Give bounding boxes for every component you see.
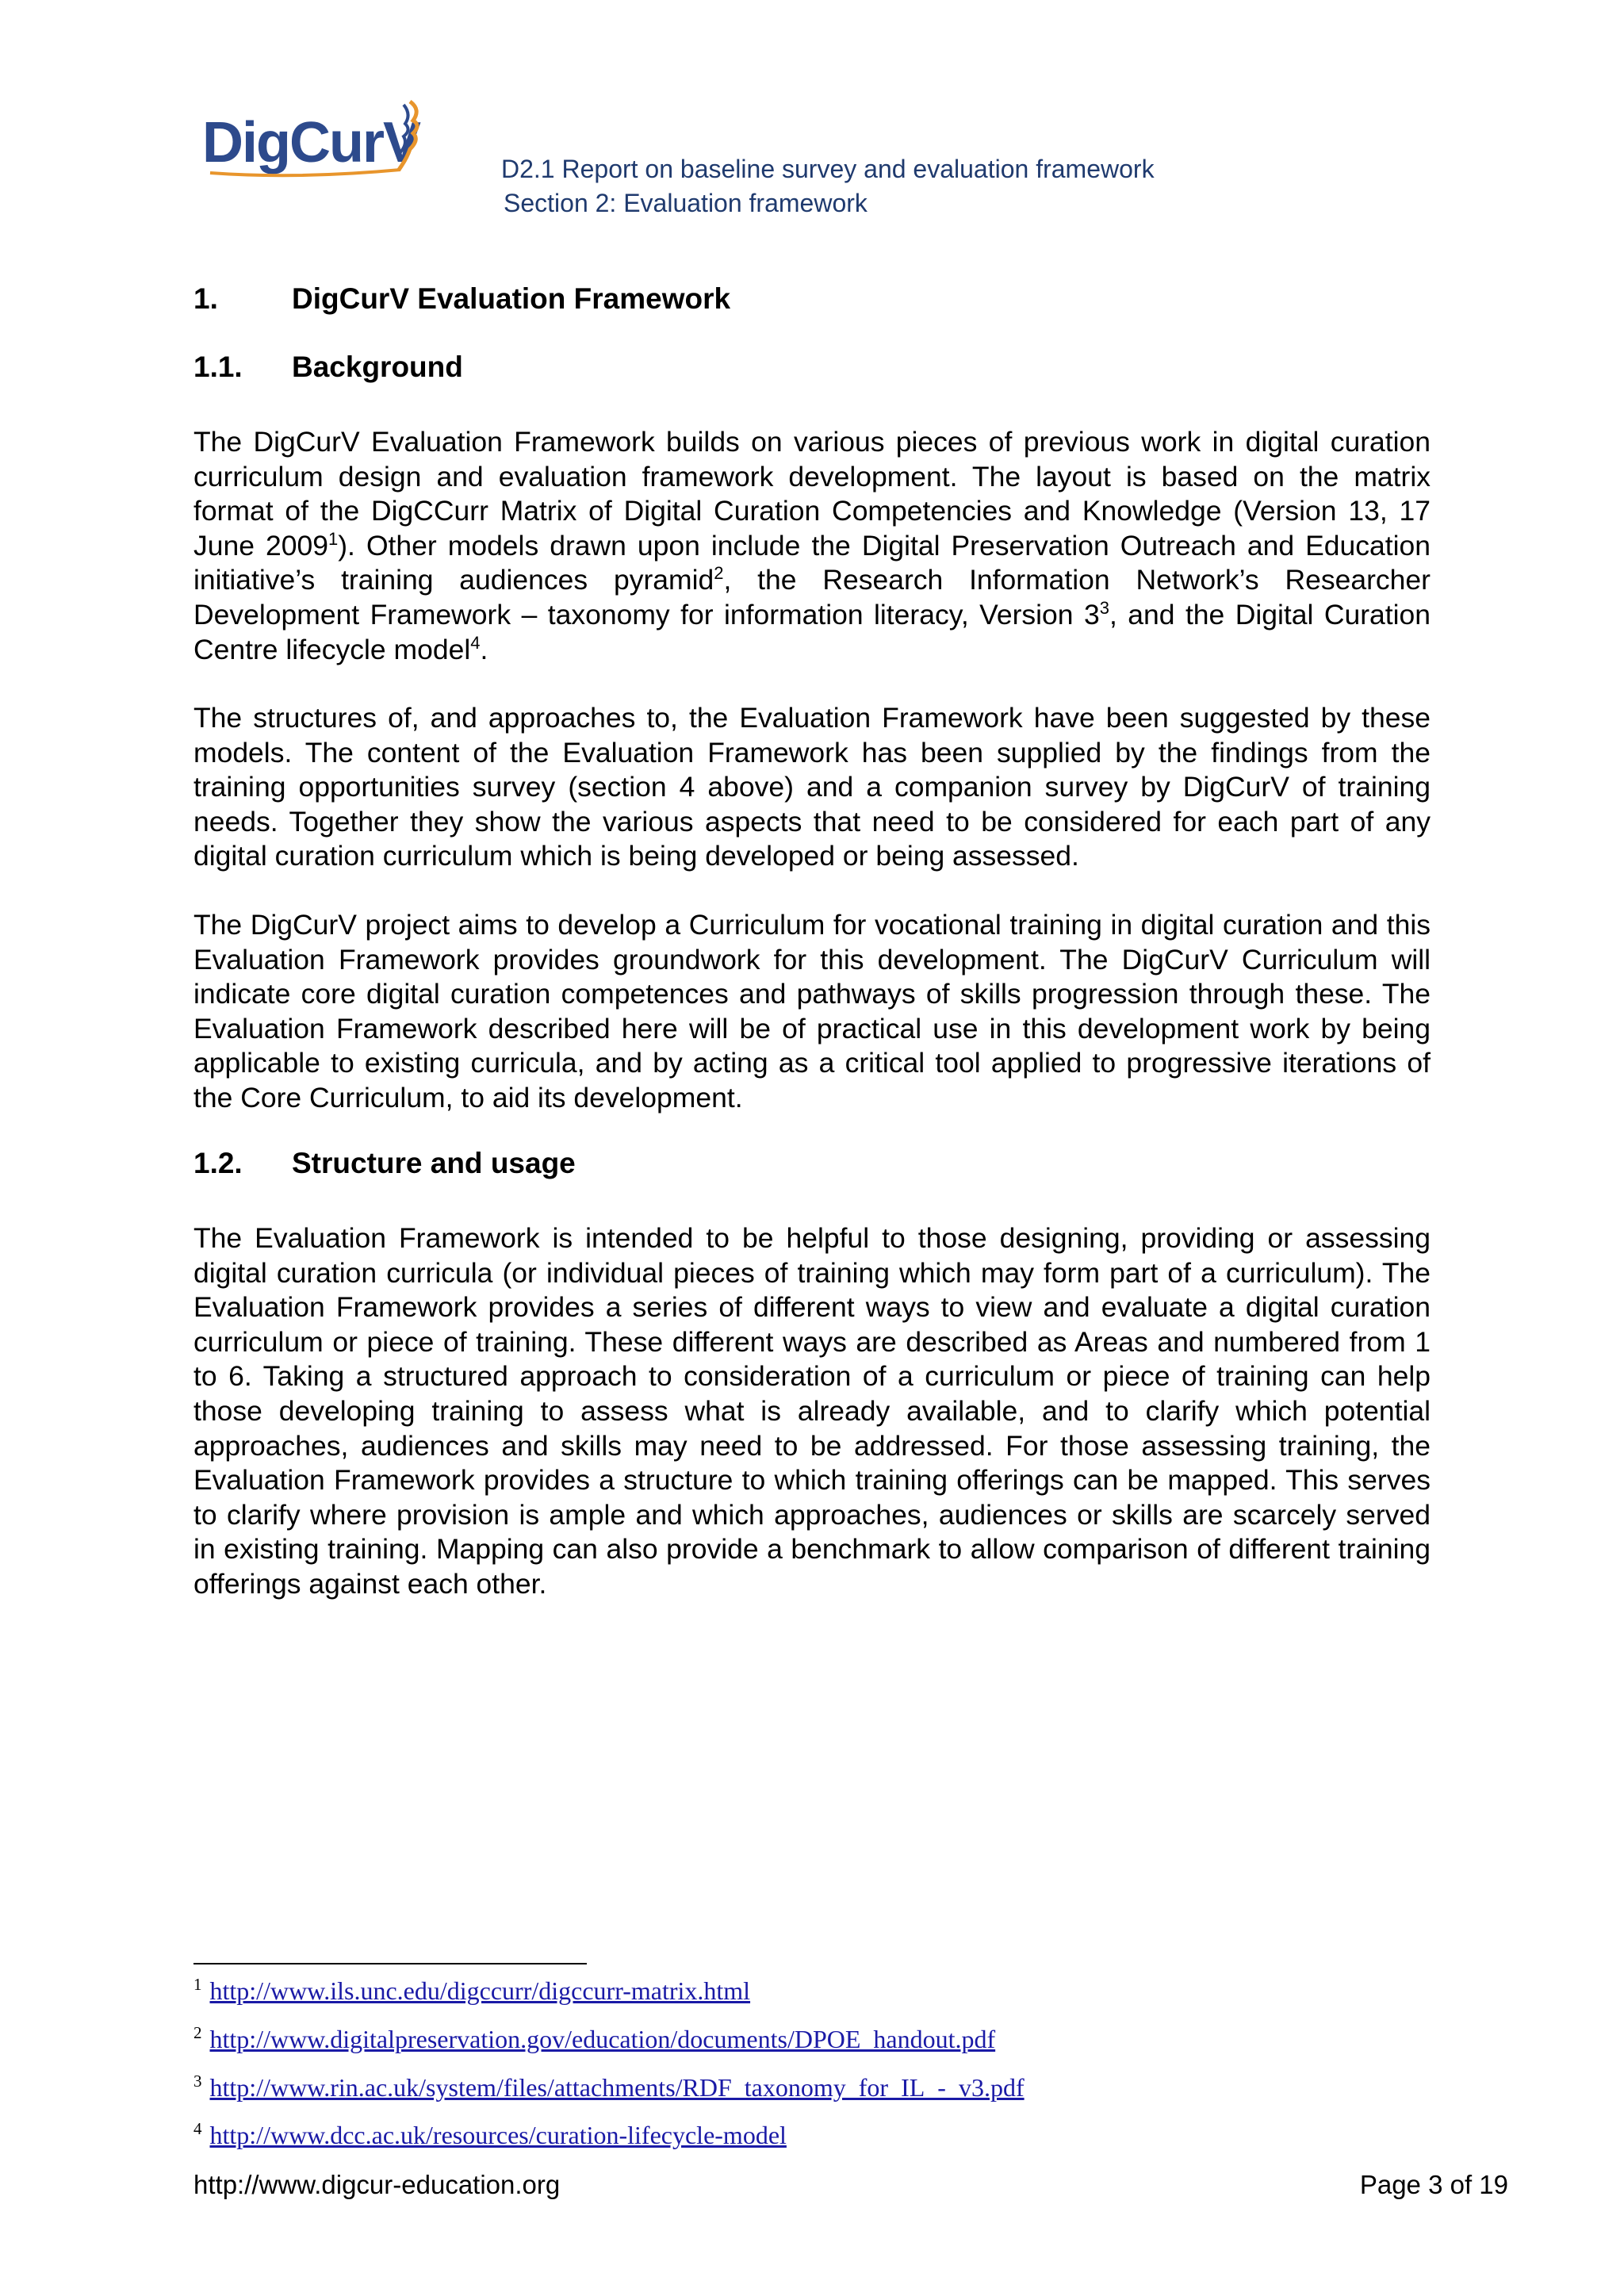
heading-number: 1.1. (193, 351, 243, 383)
footnote-mark: 2 (193, 2023, 202, 2043)
background-paragraph-1: The DigCurV Evaluation Framework builds on various pieces of previous work in digital curation curriculum design and evaluation framework development. The layout is based on the matrix format of the DigCCurr Matrix of Digital Curation Competencies and Knowledge (Version 13, 17 June 2009$^1$). Other models drawn upon include the Digital Preservation Outreach and Education initiative’s training audiences pyramid$^2$, the Research Information Network’s Researcher Development Framework – taxonomy for information literacy, Version $3^3$, and the Digital Curation Centre lifecycle model$^4$. (193, 426, 1431, 665)
footnote-link[interactable]: http://www.rin.ac.uk/system/files/attachments/RDF_taxonomy_for_IL_-_v3.pdf (209, 2073, 1025, 2102)
logo-wordmark: DigCurV (202, 111, 419, 174)
footnote-1 (193, 1976, 750, 2006)
structure-paragraph-1: The Evaluation Framework is intended to be helpful to those designing, providing or assessing digital curation curricula (or individual pieces of training which may form part of a curriculum). The Evaluation Framework provides a series of different ways to view and evaluate a digital curation curriculum or piece of training. These different ways are described as Areas and numbered from 1 to 6. Taking a structured approach to consideration of a curriculum or piece of training can help those developing training to assess what is already available, and to clarify which potential approaches, audiences and skills may need to be addressed. For those assessing training, the Evaluation Framework provides a structure to which training offerings can be mapped. This serves to clarify where provision is ample and which approaches, audiences or skills are scarcely served in existing training. Mapping can also provide a benchmark to allow comparison of different training offerings against each other. (193, 1222, 1431, 1600)
footnote-4 (193, 2121, 787, 2150)
footnote-link[interactable]: http://www.dcc.ac.uk/resources/curation-lifecycle-model (209, 2121, 787, 2149)
heading-number: 1. (193, 282, 218, 315)
heading-1-1 (193, 351, 463, 384)
footnote-2 (193, 2025, 995, 2054)
footnote-3 (193, 2073, 1025, 2102)
footnote-ref-3[interactable]: 3 (1099, 598, 1109, 619)
heading-1-2 (193, 1147, 576, 1180)
footnote-separator (193, 1963, 587, 1964)
heading-1 (193, 282, 730, 316)
heading-title: Background (292, 351, 463, 383)
heading-title: DigCurV Evaluation Framework (292, 282, 731, 315)
footer-url: http://www.digcur-education.org (193, 2170, 561, 2199)
footnote-ref-2[interactable]: 2 (714, 563, 724, 584)
running-header (501, 152, 1155, 220)
document-title: D2.1 Report on baseline survey and evaluation framework (501, 155, 1155, 183)
heading-title: Structure and usage (292, 1147, 576, 1179)
digcurv-logo (202, 97, 424, 180)
footnote-ref-4[interactable]: 4 (470, 632, 481, 653)
footnote-mark: 4 (193, 2119, 202, 2139)
background-paragraph-2: The structures of, and approaches to, the Evaluation Framework have been suggested by these models. The content of the Evaluation Framework has been supplied by the findings from the training opportunities survey (section 4 above) and a companion survey by DigCurV of training needs. Together they show the various aspects that need to be considered for each part of any digital curation curriculum which is being developed or being assessed. (193, 702, 1431, 872)
footnote-link[interactable]: http://www.digitalpreservation.gov/education/documents/DPOE_handout.pdf (209, 2025, 996, 2053)
section-title: Section 2: Evaluation framework (504, 189, 868, 217)
footnote-ref-1[interactable]: 1 (327, 528, 339, 549)
heading-number: 1.2. (193, 1147, 243, 1179)
footnote-mark: 1 (193, 1975, 202, 1995)
page-number: Page 3 of 19 (1359, 2170, 1508, 2199)
background-paragraph-3: The DigCurV project aims to develop a Curriculum for vocational training in digital curation and this Evaluation Framework provides groundwork for this development. The DigCurV Curriculum will indicate core digital curation competences and pathways of skills progression through these. The Evaluation Framework described here will be of practical use in this development work by being applicable to existing curricula, and by acting as a critical tool applied to progressive iterations of the Core Curriculum, to aid its development. (193, 909, 1431, 1114)
footnote-mark: 3 (193, 2072, 202, 2091)
logo-swoosh-icon (202, 97, 424, 180)
footnote-link[interactable]: http://www.ils.unc.edu/digccurr/digccurr-matrix.html (209, 1976, 751, 2005)
